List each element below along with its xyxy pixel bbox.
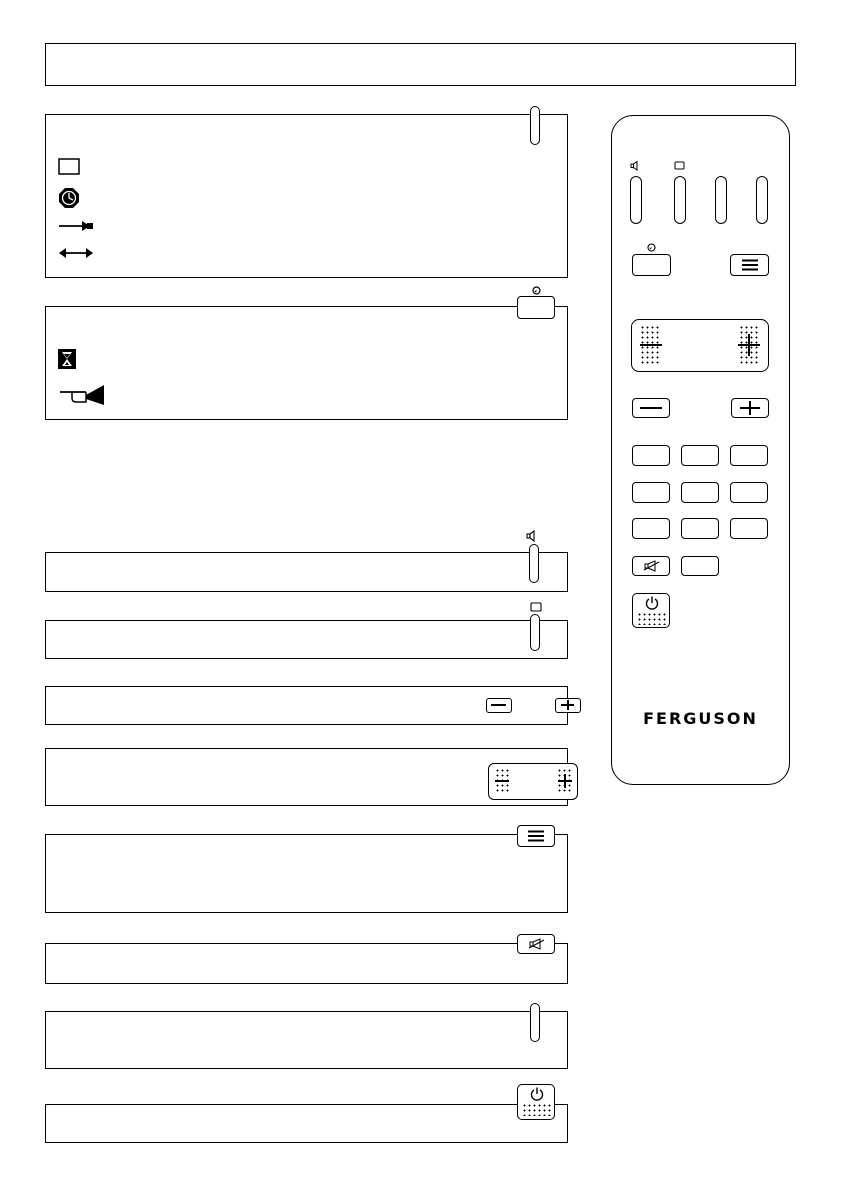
remote-rocker-minus-icon [640,344,662,346]
hourglass-icon [58,349,76,369]
remote-menu-button[interactable] [730,254,769,276]
menu-key [517,825,555,847]
menu-box [45,834,568,913]
picture-box [45,620,568,659]
standby-box [45,1104,568,1143]
legend-box-1 [45,114,568,278]
remote-program-rocker[interactable] [631,319,769,372]
remote-key-7[interactable] [632,518,670,539]
volume-slider-key [529,544,539,583]
slider-box-4 [45,1011,568,1069]
volume-box [45,552,568,592]
picture-square-icon [58,158,82,176]
remote-control [611,115,790,785]
remote-standby-button[interactable] [632,593,670,628]
plus-icon-vertical [567,700,569,710]
remote-minus-button[interactable] [632,398,670,418]
remote-top-curve [612,124,788,144]
plus-key [555,698,581,713]
remote-slider-4[interactable] [756,176,768,224]
remote-key-8[interactable] [681,518,719,539]
timer-key [517,296,555,319]
remote-menu-icon [741,259,759,271]
arrow-to-stop-icon [58,219,98,233]
remote-minus-icon [640,407,662,409]
horn-icon [58,383,106,407]
remote-mute-icon [644,561,660,571]
remote-timer-button[interactable] [632,254,671,276]
timer-small-icon [532,286,541,295]
remote-plus-vertical [749,401,751,415]
mute-speaker-icon [529,939,545,949]
minus-icon [491,704,506,706]
program-box [45,748,568,806]
remote-slider-3[interactable] [715,176,727,224]
remote-key-4[interactable] [632,482,670,503]
slider-key-4 [530,1003,540,1042]
menu-lines-icon [527,830,545,842]
remote-mute-button[interactable] [632,556,670,576]
header-box [45,43,796,86]
remote-rocker-plus-vertical [748,334,750,356]
remote-key-5[interactable] [681,482,719,503]
remote-timer-small-icon [647,243,656,252]
slider-key-1 [530,106,540,145]
remote-key-3[interactable] [730,445,768,466]
brand-logo: FERGUSON [643,709,758,728]
clock-icon [58,187,80,209]
remote-key-6[interactable] [730,482,768,503]
double-arrow-icon [58,246,94,260]
minus-key [486,698,512,713]
rocker-minus-icon [495,780,509,782]
remote-key-0[interactable] [681,556,719,576]
remote-picture-slider[interactable] [674,176,686,224]
picture-small-icon [530,602,542,612]
program-rocker-key [488,763,578,800]
picture-slider-key [530,614,540,651]
mute-key [517,934,555,954]
remote-standby-dots [637,612,667,625]
remote-power-icon [645,596,659,610]
remote-key-2[interactable] [681,445,719,466]
remote-volume-slider[interactable] [630,176,642,224]
standby-dots [522,1103,552,1116]
standby-key [517,1084,555,1120]
rocker-plus-vertical [564,774,566,788]
speaker-small-icon [526,531,536,541]
power-icon [530,1087,544,1101]
remote-key-9[interactable] [730,518,768,539]
remote-key-1[interactable] [632,445,670,466]
mute-box [45,943,568,984]
remote-picture-icon [674,161,685,170]
minus-plus-box [45,686,568,725]
remote-plus-button[interactable] [731,398,769,418]
legend-box-2 [45,306,568,420]
remote-speaker-icon [630,161,639,170]
